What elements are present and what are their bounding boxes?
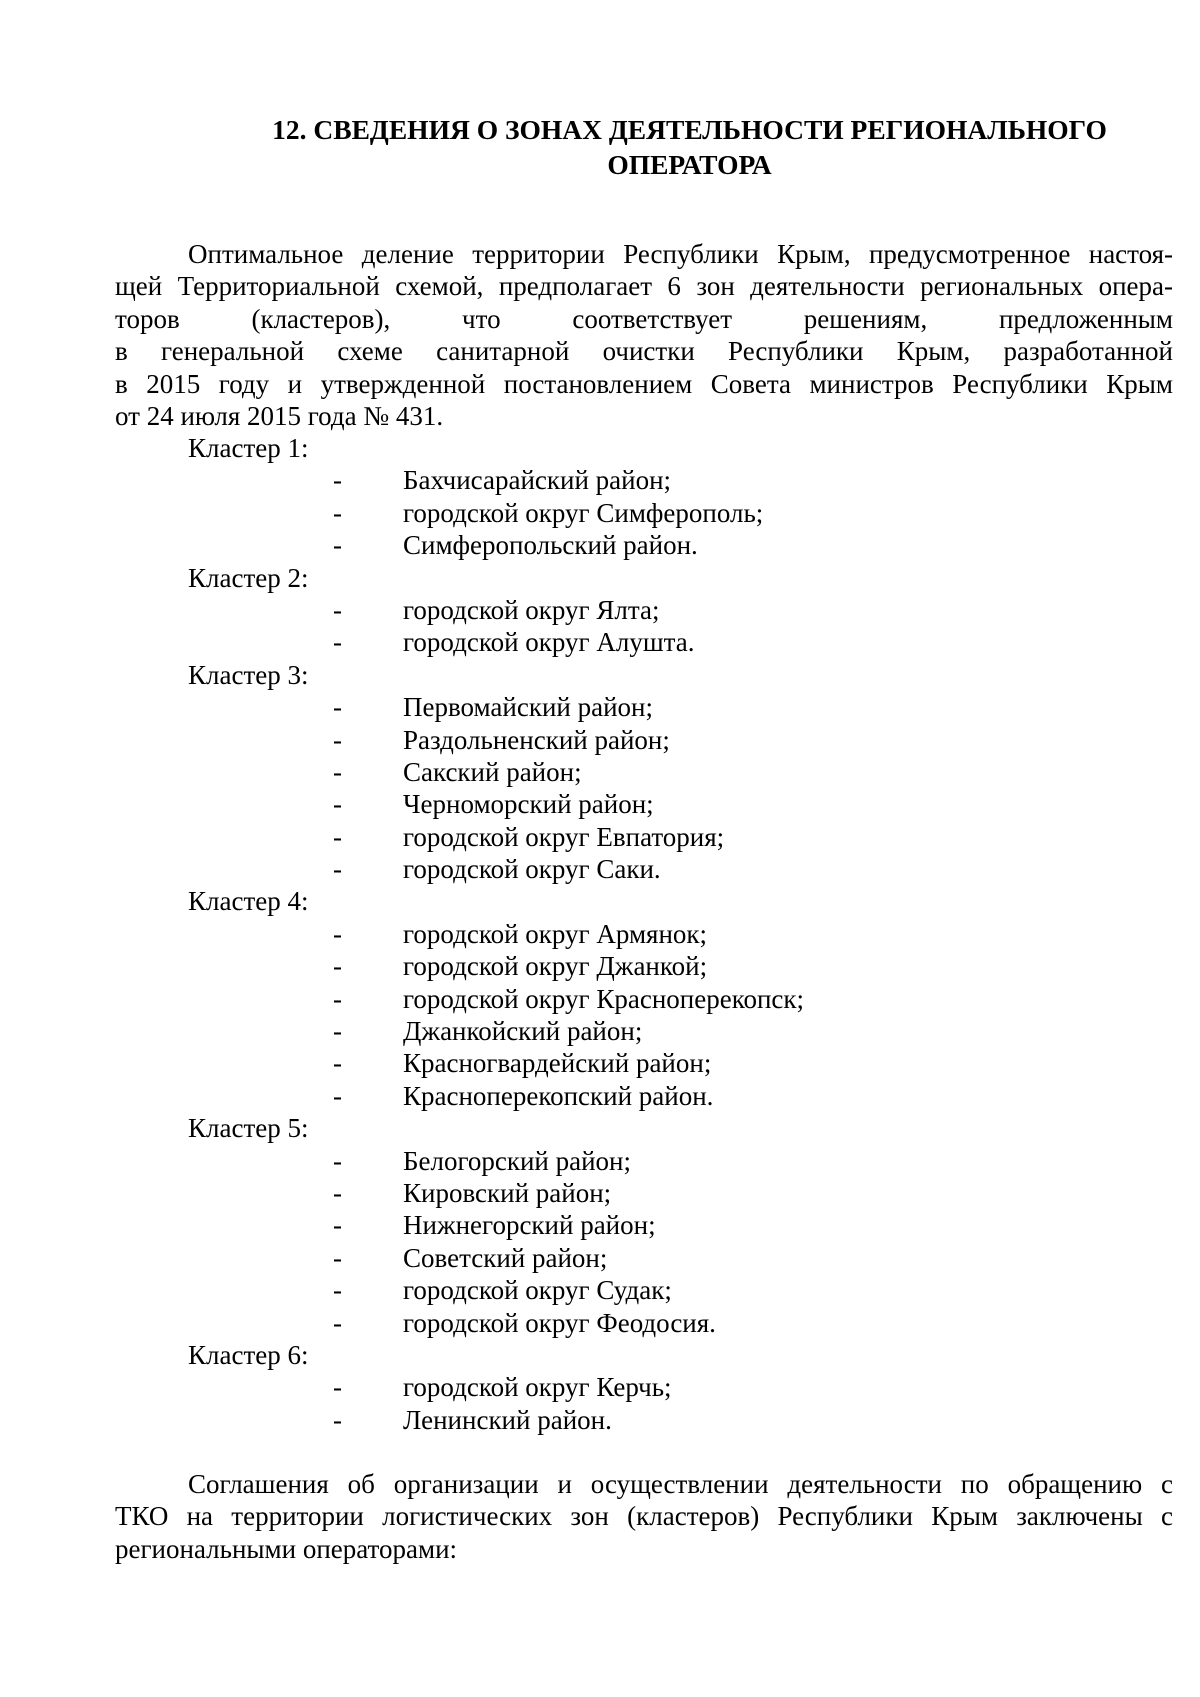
cluster-item-text: городской округ Феодосия. bbox=[403, 1307, 716, 1338]
list-dash: - bbox=[333, 1145, 342, 1176]
cluster-item bbox=[115, 529, 1173, 561]
cluster-item-text: городской округ Армянок; bbox=[403, 918, 708, 949]
cluster-item-text: Сакский район; bbox=[403, 756, 582, 787]
cluster-item bbox=[115, 1242, 1173, 1274]
outro-line: Соглашения об организации и осуществлении деятельности по обращению с bbox=[188, 1469, 1173, 1499]
cluster-item bbox=[115, 1307, 1173, 1339]
list-dash: - bbox=[333, 1275, 342, 1306]
cluster-item bbox=[115, 983, 1173, 1015]
list-dash: - bbox=[333, 1404, 342, 1435]
list-dash: - bbox=[333, 627, 342, 658]
cluster-item bbox=[115, 821, 1173, 853]
cluster-item-text: Белогорский район; bbox=[403, 1145, 631, 1176]
cluster-item-text: городской округ Саки. bbox=[403, 854, 661, 885]
cluster-item-text: Джанкойский район; bbox=[403, 1016, 643, 1047]
cluster-item bbox=[115, 788, 1173, 820]
cluster-item-text: Ленинский район. bbox=[403, 1404, 612, 1435]
cluster-item-text: Красноперекопский район. bbox=[403, 1080, 714, 1111]
intro-line: в 2015 году и утвержденной постановлением Совета министров Республики Крым bbox=[115, 368, 1173, 399]
list-dash: - bbox=[333, 1372, 342, 1403]
list-dash: - bbox=[333, 918, 342, 949]
outro-paragraph bbox=[115, 1468, 1173, 1565]
section-title bbox=[115, 112, 1184, 182]
list-dash: - bbox=[333, 724, 342, 755]
list-dash: - bbox=[333, 789, 342, 820]
cluster-item bbox=[115, 1209, 1173, 1241]
intro-line: щей Территориальной схемой, предполагает 6 зон деятельности региональных опера- bbox=[115, 271, 1173, 302]
cluster-item-text: Красногвардейский район; bbox=[403, 1048, 712, 1079]
list-dash: - bbox=[333, 821, 342, 852]
cluster-item bbox=[115, 594, 1173, 626]
cluster-item-text: городской округ Евпатория; bbox=[403, 821, 725, 852]
cluster-item bbox=[115, 1371, 1173, 1403]
list-dash: - bbox=[333, 594, 342, 625]
cluster-item bbox=[115, 724, 1173, 756]
list-dash: - bbox=[333, 1016, 342, 1047]
cluster-label: Кластер 6: bbox=[188, 1339, 309, 1370]
intro-paragraph bbox=[115, 238, 1173, 432]
cluster-item-text: Нижнегорский район; bbox=[403, 1210, 656, 1241]
cluster-item-text: Раздольненский район; bbox=[403, 724, 670, 755]
section-title-line-2: ОПЕРАТОРА bbox=[607, 149, 772, 180]
cluster-item-text: Черноморский район; bbox=[403, 789, 654, 820]
cluster-item-text: Кировский район; bbox=[403, 1177, 612, 1208]
cluster-item bbox=[115, 1145, 1173, 1177]
list-dash: - bbox=[333, 1210, 342, 1241]
cluster-item bbox=[115, 691, 1173, 723]
list-dash: - bbox=[333, 1080, 342, 1111]
cluster-item-text: городской округ Джанкой; bbox=[403, 951, 708, 982]
list-dash: - bbox=[333, 497, 342, 528]
intro-line: Оптимальное деление территории Республики Крым, предусмотренное настоя- bbox=[188, 239, 1173, 269]
cluster-item bbox=[115, 1080, 1173, 1112]
list-dash: - bbox=[333, 692, 342, 723]
list-dash: - bbox=[333, 1307, 342, 1338]
cluster-item bbox=[115, 497, 1173, 529]
cluster-label: Кластер 5: bbox=[188, 1113, 309, 1144]
list-dash: - bbox=[333, 1048, 342, 1079]
cluster-item bbox=[115, 1047, 1173, 1079]
cluster-item-text: городской округ Красноперекопск; bbox=[403, 983, 805, 1014]
list-dash: - bbox=[333, 983, 342, 1014]
cluster-item-text: городской округ Симферополь; bbox=[403, 497, 764, 528]
list-dash: - bbox=[333, 465, 342, 496]
cluster-item bbox=[115, 918, 1173, 950]
cluster-label: Кластер 1: bbox=[188, 433, 309, 463]
cluster-label: Кластер 4: bbox=[188, 886, 309, 917]
cluster-item-text: Первомайский район; bbox=[403, 692, 654, 723]
cluster-label: Кластер 3: bbox=[188, 659, 309, 690]
cluster-item-text: городской округ Керчь; bbox=[403, 1372, 672, 1403]
cluster-item bbox=[115, 1404, 1173, 1436]
cluster-item-text: городской округ Судак; bbox=[403, 1275, 672, 1306]
cluster-item bbox=[115, 1274, 1173, 1306]
cluster-list bbox=[115, 432, 1173, 1436]
cluster-item bbox=[115, 464, 1173, 496]
intro-line: торов (кластеров), что соответствует решениям, предложенным bbox=[115, 303, 1173, 334]
cluster-item-text: Симферопольский район. bbox=[403, 530, 698, 561]
cluster-item bbox=[115, 950, 1173, 982]
cluster-item bbox=[115, 756, 1173, 788]
list-dash: - bbox=[333, 756, 342, 787]
cluster-item-text: Бахчисарайский район; bbox=[403, 465, 672, 496]
cluster-item-text: Советский район; bbox=[403, 1242, 608, 1273]
section-title-line-1: 12. СВЕДЕНИЯ О ЗОНАХ ДЕЯТЕЛЬНОСТИ РЕГИОНАЛЬНОГО bbox=[272, 114, 1107, 145]
list-dash: - bbox=[333, 1177, 342, 1208]
list-dash: - bbox=[333, 951, 342, 982]
intro-line: от 24 июля 2015 года № 431. bbox=[115, 400, 444, 431]
intro-line: в генеральной схеме санитарной очистки Республики Крым, разработанной bbox=[115, 336, 1173, 367]
cluster-item-text: городской округ Ялта; bbox=[403, 594, 660, 625]
outro-line: ТКО на территории логистических зон (кластеров) Республики Крым заключены с bbox=[115, 1501, 1173, 1532]
cluster-item bbox=[115, 1015, 1173, 1047]
cluster-item-text: городской округ Алушта. bbox=[403, 627, 695, 658]
cluster-item bbox=[115, 853, 1173, 885]
outro-line: региональными операторами: bbox=[115, 1533, 458, 1564]
cluster-label: Кластер 2: bbox=[188, 562, 309, 593]
list-dash: - bbox=[333, 854, 342, 885]
list-dash: - bbox=[333, 530, 342, 561]
list-dash: - bbox=[333, 1242, 342, 1273]
cluster-item bbox=[115, 626, 1173, 658]
cluster-item bbox=[115, 1177, 1173, 1209]
